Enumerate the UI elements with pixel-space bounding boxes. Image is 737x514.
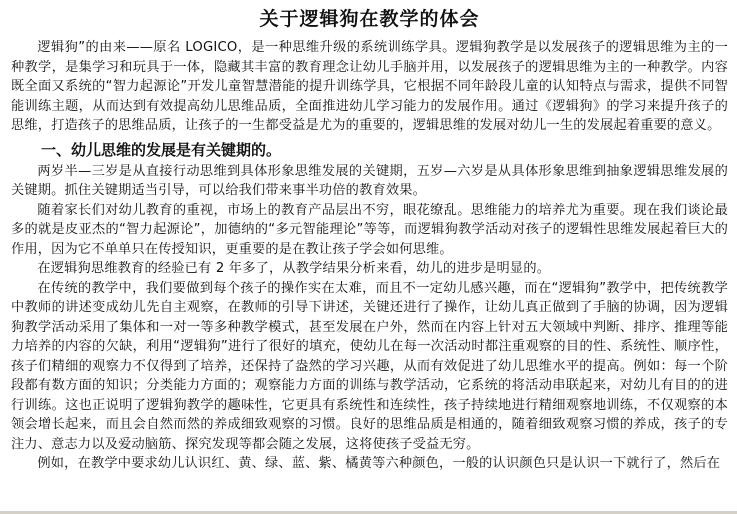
document-title: 关于逻辑狗在教学的体会 bbox=[259, 8, 480, 30]
section1-paragraph-4: 在传统的教学中，我们要做到每个孩子的操作实在太难，而且不一定幼儿感兴趣，而在“逻辑狗”教学中，把传统教学中教师的讲述变成幼儿先自主观察，在教师的引导下讲述，关键还进行了操作，让幼儿真正做到了手脑的协调，因为逻辑狗教学活动采用了集体和一对一等多种教学模式，甚至发展在户外，然而在内容上针对五大领域中判断、排序、推理等能力培养的内容的欠缺，利用“逻辑狗”进行了很好的填充，使幼儿在每一次活动时都注重观察的目的性、系统性、顺序性，孩子们精细的观察力不仅得到了培养，还保持了盎然的学习兴趣，从而有效促进了幼儿思维水平的提高。例如：每一个阶段都有数方面的知识；分类能力方面的；观察能力方面的训练与教学活动，它系统的将活动串联起来，对幼儿有目的的进行训练。这也正说明了逻辑狗教学的趣味性，它更具有系统性和连续性，孩子持续地进行精细观察地训练，不仅观察的本领会增长起来，而且会自然而然的养成细致观察的习惯。良好的思维品质是相通的，随着细致观察习惯的养成，孩子的专注力、意志力以及爱动脑筋、探究发现等都会随之发展，这将使孩子受益无穷。 bbox=[11, 280, 728, 452]
section1-paragraph-3: 在逻辑狗思维教育的经验已有 2 年多了，从教学结果分析来看，幼儿的进步是明显的。 bbox=[37, 261, 551, 276]
section1-paragraph-1: 两岁半—三岁是从直接行动思维到具体形象思维发展的关键期，五岁—六岁是从具体形象思维到抽象逻辑思维发展的关键期。抓住关键期适当引导，可以给我们带来事半功倍的教育效果。 bbox=[11, 163, 728, 198]
intro-paragraph: 逻辑狗”的由来——原名 LOGICO，是一种思维升级的系统训练学具。逻辑狗教学是以发展孩子的逻辑思维为主的一种教学，是集学习和玩具于一体，隐藏其丰富的教育理念让幼儿手脑并用，以发展孩子的逻辑思维为主的一种教学。内容既全面又系统的“智力起源论”开发儿童智慧潜能的提升训练学具，它根据不同年龄段儿童的认知特点与需求，提供不同智能训练主题，从而达到有效提高幼儿思维品质，全面推进幼儿学习能力的发展作用。通过《逻辑狗》的学习来提升孩子的思维，打造孩子的思维品质，让孩子的一生都受益是尤为的重要的，逻辑思维的发展对幼儿一生的发展起着重要的意义。 bbox=[11, 40, 728, 133]
section-heading-1: 一、幼儿思维的发展是有关键期的。 bbox=[41, 140, 282, 159]
section1-paragraph-5: 例如，在教学中要求幼儿认识红、黄、绿、蓝、紫、橘黄等六种颜色，一般的认识颜色只是认识一下就行了，然后在 bbox=[37, 456, 721, 471]
section1-paragraph-2: 随着家长们对幼儿教育的重视，市场上的教育产品层出不穷，眼花缭乱。思维能力的培养尤为重要。现在我们谈论最多的就是皮亚杰的“智力起源论”，加德纳的“多元智能理论”等等，而逻辑狗教学活动对孩子的逻辑性思维发展起着巨大的作用，因为它不单单只在传授知识，更重要的是在教让孩子学会如何思维。 bbox=[11, 202, 728, 257]
